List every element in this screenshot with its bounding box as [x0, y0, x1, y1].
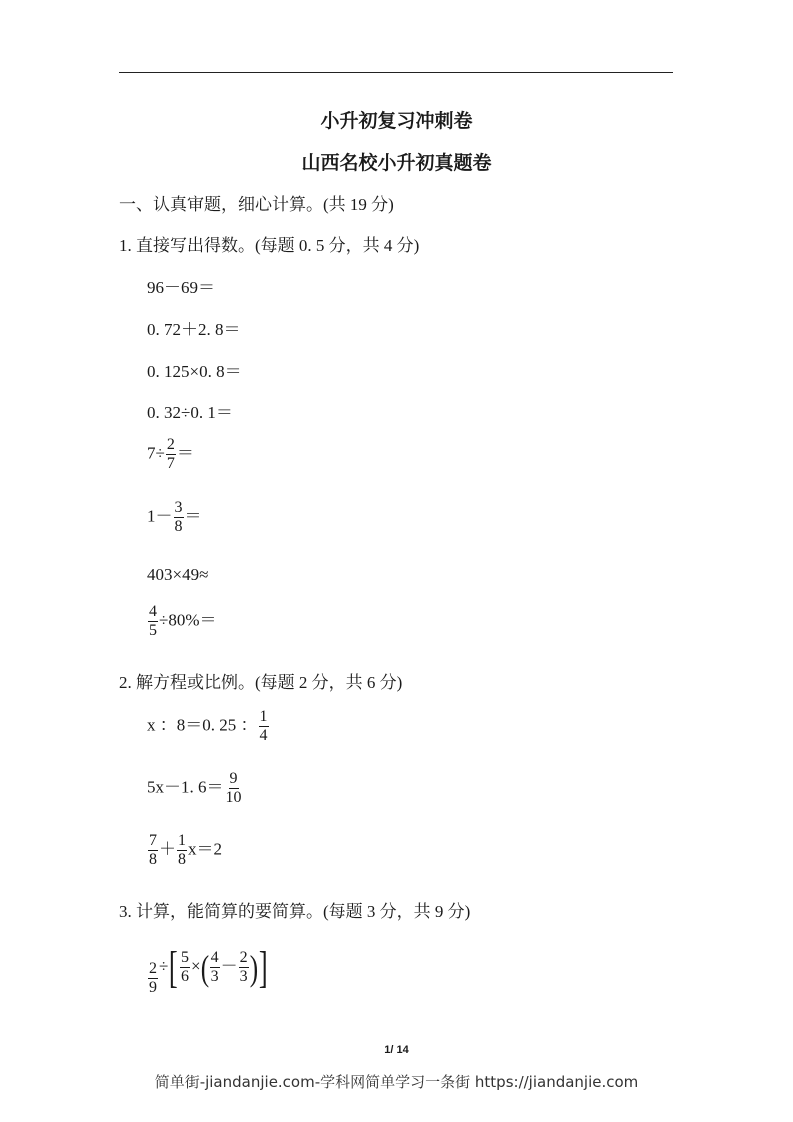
footer-watermark: 简单街-jiandanjie.com-学科网简单学习一条街 https://jiandanjie.com — [154, 1073, 639, 1091]
left-bracket: [ — [169, 942, 179, 992]
fraction — [210, 949, 220, 986]
section-heading: 一、认真审题，细心计算。(共 19 分) — [119, 195, 394, 214]
denominator: 8 — [174, 518, 183, 535]
question-3-heading: 3. 计算，能简算的要简算。(每题 3 分，共 9 分) — [119, 902, 471, 921]
page-number: 1/ 14 — [384, 1044, 409, 1056]
fraction — [225, 770, 243, 807]
fraction — [148, 960, 158, 997]
left-paren: ( — [200, 947, 209, 988]
denominator: 9 — [149, 979, 157, 996]
q2-item-2 — [147, 770, 244, 807]
expr-text: × — [191, 956, 201, 976]
denominator: 5 — [149, 622, 157, 639]
expr-text: － — [220, 956, 238, 976]
expr-text: 7÷ — [147, 443, 165, 463]
expr-text: ＋ — [159, 839, 176, 859]
q3-item-1 — [147, 938, 268, 997]
denominator: 10 — [225, 789, 242, 806]
expr-text: x ：8＝0. 25 ： — [147, 715, 258, 735]
fraction — [239, 949, 249, 986]
q1-item-6 — [147, 499, 202, 536]
expr-text: x＝2 — [188, 839, 222, 859]
numerator: 1 — [178, 832, 186, 849]
header-rule — [119, 72, 673, 73]
numerator: 2 — [166, 436, 175, 453]
expr-text: ＝ — [176, 443, 194, 463]
denominator: 8 — [178, 851, 186, 868]
expr-text: 1－ — [147, 506, 173, 526]
fraction — [180, 949, 190, 986]
fraction — [166, 436, 176, 473]
question-1-heading: 1. 直接写出得数。(每题 0. 5 分，共 4 分) — [119, 236, 420, 255]
page-subtitle: 山西名校小升初真题卷 — [301, 152, 492, 174]
q1-item-5 — [147, 436, 194, 473]
q1-item-4: 0. 32÷0. 1＝ — [147, 403, 233, 422]
numerator: 9 — [229, 770, 238, 787]
numerator: 3 — [174, 499, 183, 516]
numerator: 5 — [181, 949, 189, 966]
numerator: 2 — [149, 960, 157, 977]
denominator: 4 — [259, 727, 268, 744]
expr-text: ＝ — [184, 506, 202, 526]
numerator: 2 — [239, 949, 248, 966]
expr-text: ÷80%＝ — [159, 610, 217, 630]
question-2-heading: 2. 解方程或比例。(每题 2 分，共 6 分) — [119, 673, 403, 692]
denominator: 7 — [166, 455, 175, 472]
denominator: 6 — [181, 968, 189, 985]
numerator: 4 — [210, 949, 219, 966]
fraction — [259, 708, 269, 745]
page-title: 小升初复习冲刺卷 — [320, 110, 473, 132]
q2-item-1 — [147, 708, 270, 745]
q1-item-1: 96－69＝ — [147, 278, 215, 297]
right-paren: ) — [249, 947, 258, 988]
denominator: 3 — [239, 968, 248, 985]
expr-text: 5x－1. 6＝ — [147, 777, 224, 797]
denominator: 8 — [149, 851, 157, 868]
fraction — [148, 832, 158, 869]
numerator: 1 — [259, 708, 268, 725]
numerator: 7 — [149, 832, 157, 849]
q2-item-3 — [147, 832, 222, 869]
q1-item-8 — [147, 603, 217, 640]
q1-item-3: 0. 125×0. 8＝ — [147, 362, 242, 381]
fraction — [177, 832, 187, 869]
right-bracket: ] — [258, 942, 268, 992]
fraction — [148, 603, 158, 640]
expr-text: ÷ — [159, 956, 169, 976]
q1-item-2: 0. 72＋2. 8＝ — [147, 320, 241, 339]
q1-item-7: 403×49≈ — [147, 565, 209, 584]
denominator: 3 — [210, 968, 219, 985]
fraction — [174, 499, 184, 536]
numerator: 4 — [149, 603, 157, 620]
